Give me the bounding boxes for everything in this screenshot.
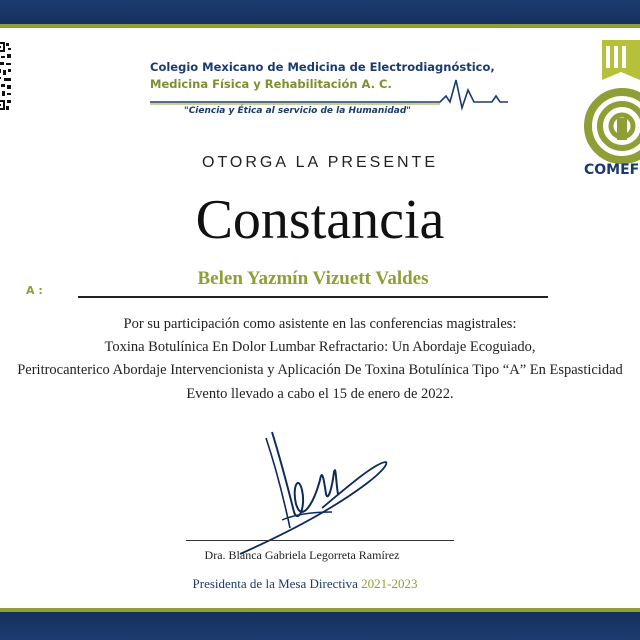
recipient-underline xyxy=(78,296,548,298)
body-line-1: Por su participación como asistente en las conferencias magistrales: xyxy=(123,316,517,332)
recipient-name: Belen Yazmín Vizuett Valdes xyxy=(197,268,429,289)
body-line-3: Peritrocanterico Abordaje Intervencionista y Aplicación De Toxina Botulínica Tipo “A” En Espasticidad xyxy=(17,362,623,378)
signer-name: Dra. Blanca Gabriela Legorreta Ramírez xyxy=(204,548,400,562)
organization-name-line1: Colegio Mexicano de Medicina de Electrodiagnóstico, xyxy=(150,60,495,74)
signature-line xyxy=(186,540,454,541)
signer-role-years: 2021-2023 xyxy=(361,576,418,591)
body-line-4: Evento llevado a cabo el 15 de enero de 2022. xyxy=(186,386,454,402)
body-line-2: Toxina Botulínica En Dolor Lumbar Refractario: Un Abordaje Ecoguiado, xyxy=(104,339,536,355)
comef-badge-text: COMEF xyxy=(584,162,640,178)
signer-role-title: Presidenta de la Mesa Directiva xyxy=(192,576,362,591)
certificate-title: Constancia xyxy=(195,189,445,251)
comef-emblem-icon xyxy=(584,36,640,164)
grants-heading: OTORGA LA PRESENTE xyxy=(202,154,438,171)
organization-motto: "Ciencia y Ética al servicio de la Humanidad" xyxy=(184,106,411,116)
signer-role xyxy=(0,576,610,592)
signature-icon xyxy=(236,428,406,558)
bottom-border-band xyxy=(0,612,640,640)
organization-name-line2: Medicina Física y Rehabilitación A. C. xyxy=(150,77,392,91)
recipient-prefix: A : xyxy=(26,284,43,297)
top-border-band xyxy=(0,0,640,24)
top-border-accent xyxy=(0,24,640,28)
qr-code-icon xyxy=(0,40,12,114)
